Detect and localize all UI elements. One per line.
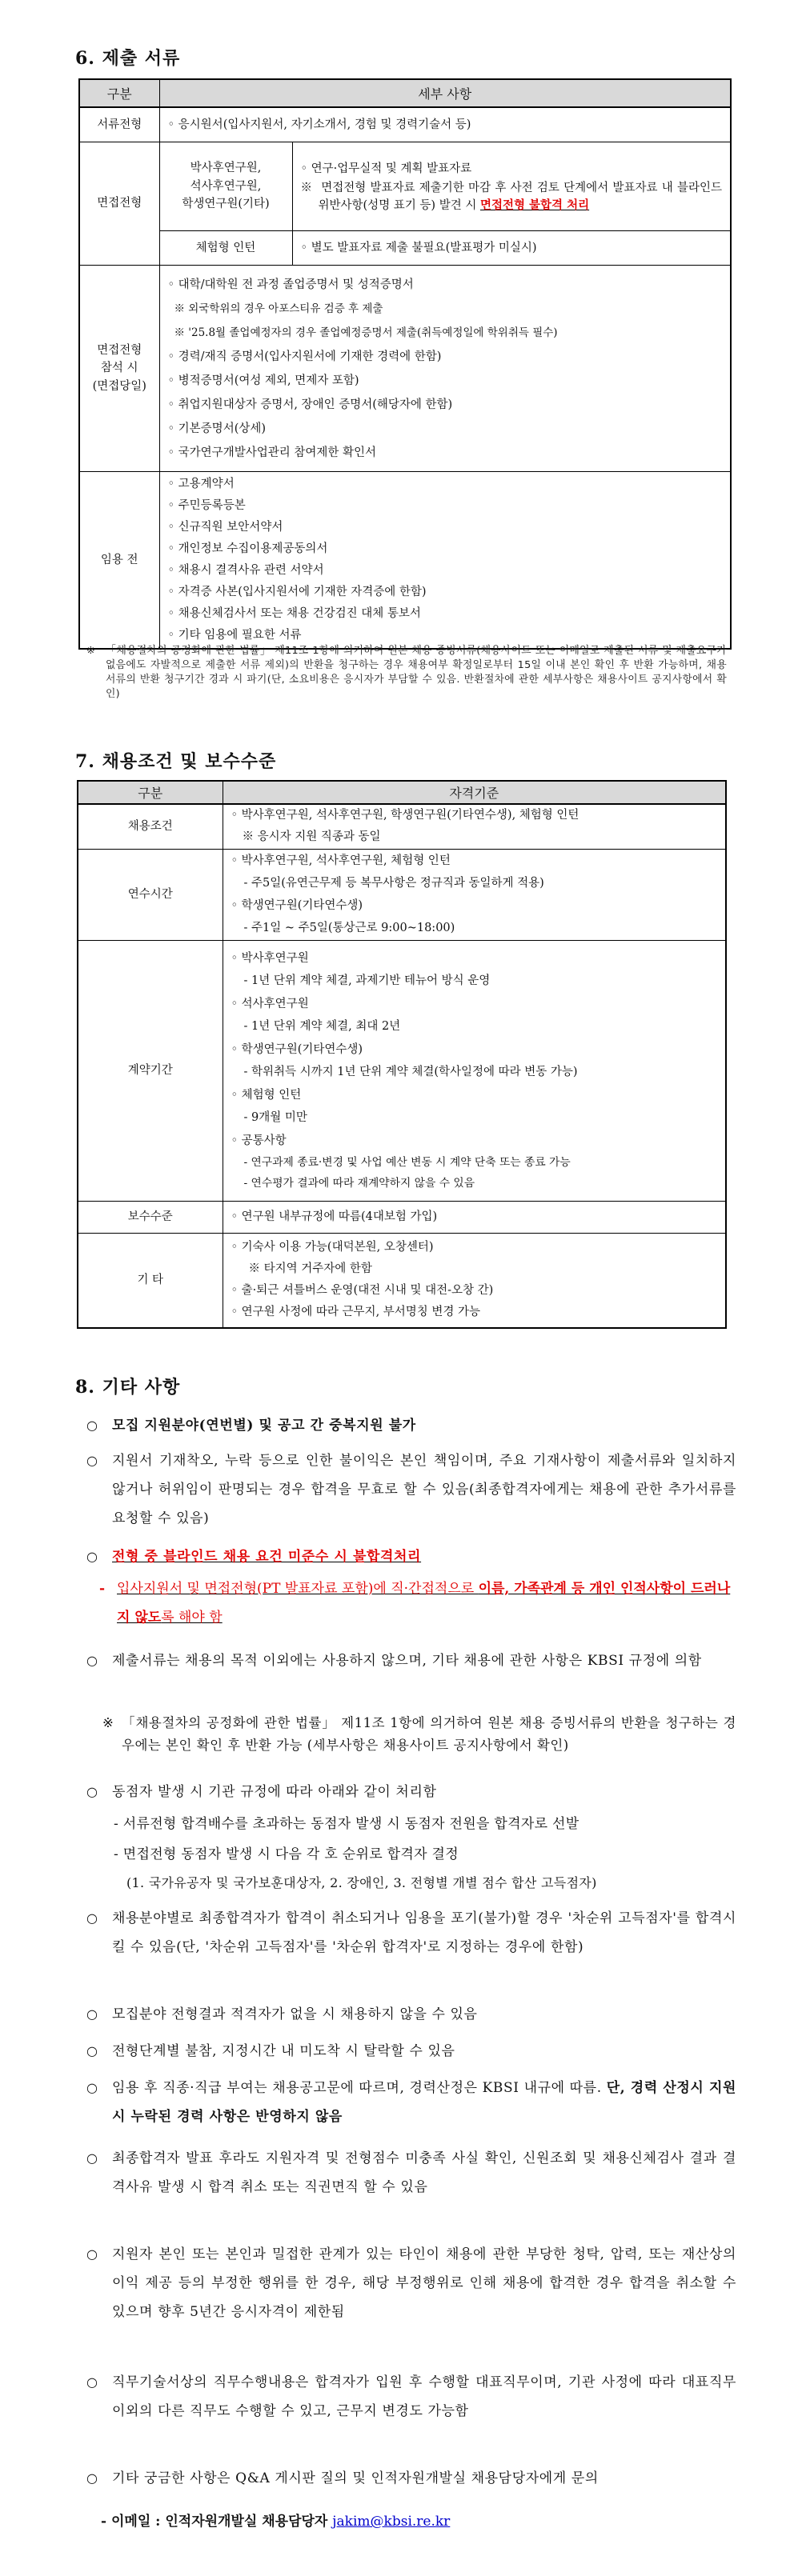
table-row [78,1201,726,1233]
table-row [79,107,731,142]
row-item: ◦ 기타 임용에 필요한 서류 [167,629,302,642]
table-row [78,1233,726,1328]
row-subitem: - 연구과제 종료·변경 및 사업 예산 변동 시 계약 단축 또는 종료 가능 [243,1156,571,1170]
subitem-text: (1. 국가유공자 및 국가보훈대상자, 2. 장애인, 3. 전형별 개별 점수 합산 고득점자) [126,1875,597,1890]
row-item: ◦ 채용신체검사서 또는 채용 건강검진 대체 통보서 [167,607,421,620]
row-note: ※ 타지역 거주자에 한함 [248,1262,372,1276]
row-category: 계약기간 [78,940,223,1201]
item-text: 기타 궁금한 사항은 Q&A 게시판 질의 및 인적자원개발실 채용담당자에게 문의 [112,2470,599,2486]
section-8-title: 8. 기타 사항 [75,1377,181,1398]
row-category: 면접전형 [79,142,159,266]
row-item: ◦ 취업지원대상자 증명서, 장애인 증명서(해당자에 한함) [167,398,453,411]
section-6-footnote [86,644,727,702]
table-row [79,231,731,266]
row-item: ◦ 박사후연구원, 석사후연구원, 체험형 인턴 [231,854,451,867]
row-item: ◦ 자격증 사본(입사지원서에 기재한 자격증에 한함) [167,586,427,598]
list-item [86,2074,736,2131]
row-subitem: - 연수평가 결과에 따라 재계약하지 않을 수 있음 [243,1177,475,1190]
section-7-title: 7. 채용조건 및 보수수준 [75,751,277,772]
email-label: - 이메일 : 인적자원개발실 채용담당자 [101,2514,333,2530]
header-details: 세부 사항 [159,79,731,107]
list-item [86,1411,736,1440]
label-line: 박사후연구원, [190,162,262,175]
table-row [78,849,726,940]
circle-bullet-icon: ○ [86,2006,98,2022]
row-subitem: - 주1일 ~ 주5일(통상근로 9:00~18:00) [243,922,455,934]
subitem-text: 록 해야 함 [161,1610,223,1626]
circle-bullet-icon: ○ [86,2374,98,2390]
item-text: 최종합격자 발표 후라도 지원자격 및 전형점수 미충족 사실 확인, 신원조회 및 채용신체검사 결과 결격사유 발생 시 합격 취소 또는 직권면직 할 수 있음 [112,2150,736,2195]
email-link[interactable]: jakim@kbsi.re.kr [332,2514,451,2530]
row-note: ※ '25.8월 졸업예정자의 경우 졸업예정증명서 제출(취득예정일에 학위취득 필수) [174,326,558,339]
row-item: ◦ 경력/재직 증명서(입사지원서에 기재한 경력에 한함) [167,350,442,363]
circle-bullet-icon: ○ [86,2043,98,2058]
note-mark: ※ [300,182,313,194]
sub-category-label: 체험형 인턴 [159,231,292,266]
item-text: 임용 후 직종·직급 부여는 채용공고문에 따르며, 경력산정은 KBSI 내규에 따름. [112,2080,607,2096]
list-item [86,2240,736,2326]
note-mark: ※ [102,1715,114,1730]
category-line: (면접당일) [92,379,146,393]
row-item: ◦ 체험형 인턴 [231,1088,302,1102]
footnote-mark: ※ [86,645,95,657]
subitem-text: - 서류전형 합격배수를 초과하는 동점자 발생 시 동점자 전원을 합격자로 선발 [114,1816,579,1832]
item-text: 모집분야 전형결과 적격자가 없을 시 채용하지 않을 수 있음 [112,2006,478,2022]
row-item: ◦ 신규직원 보안서약서 [167,521,283,534]
sub-category-label [159,142,292,231]
dash-bullet: - [99,1581,106,1597]
row-item: ◦ 학생연구원(기타연수생) [231,899,363,912]
list-item [86,1778,736,1806]
circle-bullet-icon: ○ [86,1653,98,1668]
row-category: 임용 전 [79,472,159,650]
list-item [86,1904,736,1962]
list-note [102,1712,736,1757]
row-item: ◦ 병적증명서(여성 제외, 면제자 포함) [167,374,359,387]
note-text: 「채용절차의 공정화에 관한 법률」 제11조 1항에 의거하여 원본 채용 증빙서류의 반환을 청구하는 경우에는 본인 확인 후 반환 가능 (세부사항은 채용사이트 공지사항에서 확인) [122,1715,736,1753]
row-subitem: - 1년 단위 계약 체결, 과제기반 테뉴어 방식 운영 [243,974,491,988]
row-subitem: - 학위취득 시까지 1년 단위 계약 체결(학사일정에 따라 변동 가능) [243,1066,578,1079]
circle-bullet-icon: ○ [86,1453,98,1468]
list-item [86,2000,736,2029]
row-subitem: - 1년 단위 계약 체결, 최대 2년 [243,1020,401,1034]
row-item: ◦ 연구·업무실적 및 계획 발표자료 [300,162,472,175]
item-text: 채용분야별로 최종합격자가 합격이 취소되거나 임용을 포기(불가)할 경우 '차순위 고득점자'를 합격시킬 수 있음(단, '차순위 고득점자'를 '차순위 합격자'로 지정하는 경우에 한함) [112,1910,736,1955]
row-item: ◦ 고용계약서 [167,478,235,490]
row-item: ◦ 국가연구개발사업관리 참여제한 확인서 [167,446,376,459]
row-item: ◦ 응시원서(입사지원서, 자기소개서, 경험 및 경력기술서 등) [167,118,471,131]
label-line: 학생연구원(기타) [182,198,270,211]
circle-bullet-icon: ○ [86,1549,98,1564]
table-row [78,804,726,849]
row-item: ◦ 박사후연구원 [231,951,309,965]
list-item [86,1446,736,1533]
item-text: 지원자 본인 또는 본인과 밀접한 관계가 있는 타인이 채용에 관한 부당한 청탁, 압력, 또는 재산상의 이익 제공 등의 부정한 행위를 한 경우, 해당 부정행위로 인해 채용에 합격한 경우 합격을 취소할 수 있으며 향후 5년간 응시자격이 제한됨 [112,2246,736,2320]
item-text-red: 전형 중 블라인드 채용 요건 미준수 시 불합격처리 [112,1549,422,1565]
list-subitem-red [99,1574,736,1632]
note-text: 면접전형 발표자료 제출기한 마감 후 사전 검토 단계에서 발표자료 내 블라인드 위반사항(성명 표기 등) 발견 시 [318,182,723,212]
circle-bullet-icon: ○ [86,1910,98,1926]
item-text: 지원서 기재착오, 누락 등으로 인한 불이익은 본인 책임이며, 주요 기재사항이 제출서류와 일치하지 않거나 허위임이 판명되는 경우 합격을 무효로 할 수 있음(최종합격자에게는 채용에 관한 추가서류를 요청할 수 있음) [112,1453,736,1526]
table-row [79,142,731,231]
employment-conditions-table [77,780,727,1329]
row-category: 연수시간 [78,849,223,940]
row-item: ◦ 연구원 내부규정에 따름(4대보험 가입) [231,1210,438,1223]
row-category [79,266,159,472]
row-item: ◦ 주민등록등본 [167,499,246,512]
row-note: ※ 응시자 지원 직종과 동일 [242,830,381,844]
list-item [86,2144,736,2202]
header-category: 구분 [78,781,223,804]
row-subitem: - 9개월 미만 [243,1111,307,1125]
row-subitem: - 주5일(유연근무제 등 복무사항은 정규직과 동일하게 적용) [243,877,544,890]
item-text: 모집 지원분야(연번별) 및 공고 간 중복지원 불가 [112,1418,416,1434]
row-category: 보수수준 [78,1201,223,1233]
item-text: 직무기술서상의 직무수행내용은 합격자가 입원 후 수행할 대표직무이며, 기관 사정에 따라 대표직무 이외의 다른 직무도 수행할 수 있고, 근무지 변경도 가능함 [112,2374,736,2419]
row-item: ◦ 개인정보 수집이용제공동의서 [167,542,328,555]
row-item: ◦ 별도 발표자료 제출 불필요(발표평가 미실시) [300,242,537,254]
circle-bullet-icon: ○ [86,1418,98,1433]
footnote-text: 「채용절차의 공정화에 관한 법률」 제11조 1항에 의거하여 원본 채용 증빙서류(채용사이트 또는 이메일로 제출된 서류 및 제출요구가 없음에도 자발적으로 제출한 서류 제외)의 반환을 청구하는 경우 채용여부 확정일로부터 15일 이내 본인 확인 후 반환 가능하며, 채용 서류의 반환 청구기간 경과 시 파기(단, 소요비용은 응시자가 부담할 수 있음. 반환절차에 관한 세부사항은 채용사이트 공지사항에서 확인) [106,645,727,700]
header-criteria: 자격기준 [223,781,726,804]
row-item: ◦ 박사후연구원, 석사후연구원, 학생연구원(기타연수생), 체험형 인턴 [231,809,579,822]
circle-bullet-icon: ○ [86,2150,98,2166]
category-line: 면접전형 [97,343,142,357]
row-item: ◦ 석사후연구원 [231,997,309,1010]
subitem-text: 입사지원서 및 면접전형(PT 발표자료 포함)에 직·간접적으로 [117,1581,479,1597]
row-note: ※ 외국학위의 경우 아포스티유 검증 후 제출 [174,302,383,315]
list-item [86,2464,736,2493]
header-category: 구분 [79,79,159,107]
row-note [301,179,723,214]
row-item: ◦ 연구원 사정에 따라 근무지, 부서명칭 변경 가능 [231,1306,481,1319]
circle-bullet-icon: ○ [86,1784,98,1799]
item-text: 동점자 발생 시 기관 규정에 따라 아래와 같이 처리함 [112,1784,437,1800]
row-item: ◦ 기본증명서(상세) [167,422,267,435]
item-text-bold: 단, 경력 산정시 지원 시 누락된 경력 사항은 반영하지 않음 [112,2080,737,2125]
row-category: 기 타 [78,1233,223,1328]
table-row [79,266,731,472]
list-item [86,2037,736,2066]
row-item: ◦ 기숙사 이용 가능(대덕본원, 오창센터) [231,1241,434,1254]
table-row [79,472,731,650]
circle-bullet-icon: ○ [86,2470,98,2486]
row-item: ◦ 대학/대학원 전 과정 졸업증명서 및 성적증명서 [167,278,414,291]
subitem-text: - 면접전형 동점자 발생 시 다음 각 호 순위로 합격자 결정 [114,1846,459,1862]
item-text: 제출서류는 채용의 목적 이외에는 사용하지 않으며, 기타 채용에 관한 사항은 KBSI 규정에 의함 [112,1653,702,1669]
row-category: 채용조건 [78,804,223,849]
row-item: ◦ 채용시 결격사유 관련 서약서 [167,564,324,577]
circle-bullet-icon: ○ [86,2246,98,2262]
item-text: 전형단계별 불참, 지정시간 내 미도착 시 탈락할 수 있음 [112,2043,455,2059]
row-item: ◦ 공통사항 [231,1134,287,1147]
subitem-text-bold: 이름, 가족관계 등 개인 인적사항이 드러나지 않도 [117,1581,731,1626]
circle-bullet-icon: ○ [86,2080,98,2095]
category-line: 참석 시 [100,362,138,375]
list-item [86,1542,736,1571]
submission-documents-table [78,78,732,650]
section-6-title: 6. 제출 서류 [75,48,181,69]
list-item [86,2368,736,2426]
row-item: ◦ 학생연구원(기타연수생) [231,1042,363,1056]
row-category: 서류전형 [79,107,159,142]
row-item: ◦ 출·퇴근 셔틀버스 운영(대전 시내 및 대전-오창 간) [231,1284,494,1298]
contact-email-line [101,2507,450,2536]
list-item [86,1646,736,1675]
table-row [78,940,726,1201]
note-red-emphasis: 면접전형 불합격 처리 [479,198,590,212]
label-line: 석사후연구원, [190,179,262,193]
